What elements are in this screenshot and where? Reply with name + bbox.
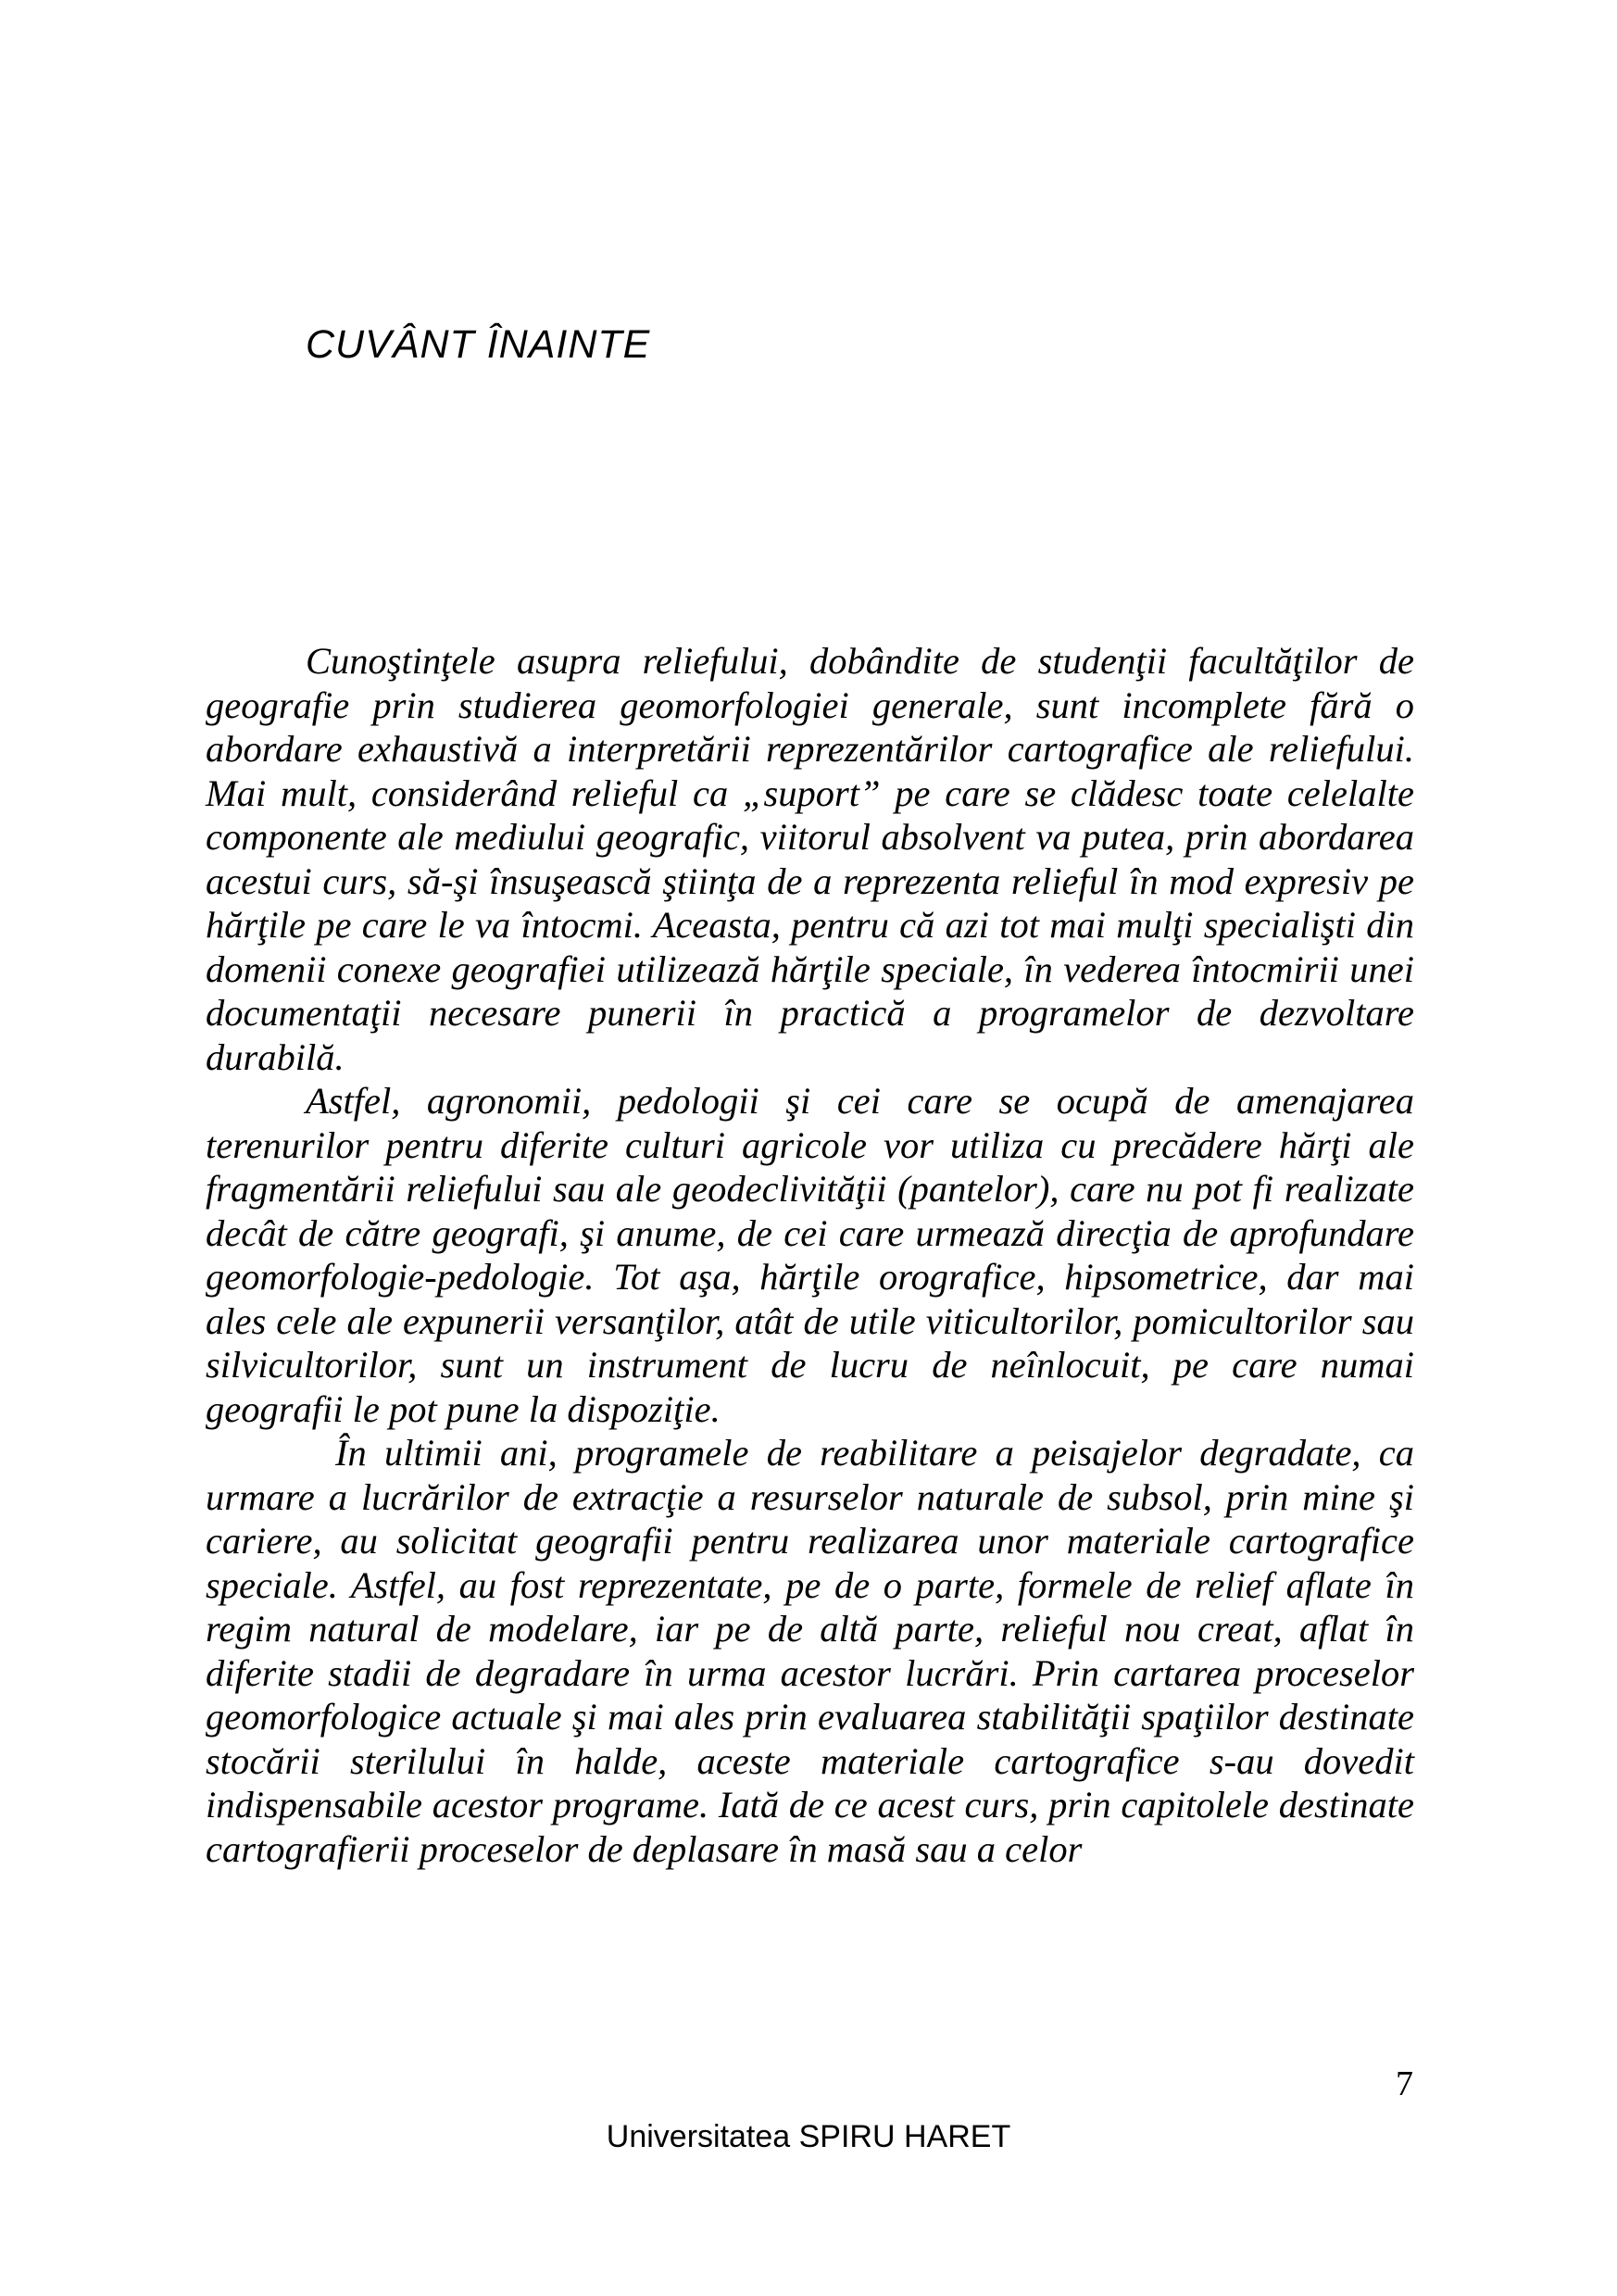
page-number: 7 [1396,2064,1413,2103]
body-text [206,639,1414,1871]
paragraph-2: Astfel, agronomii, pedologii şi cei care se ocupă de amenajarea terenurilor pentru diferite culturi agricole vor utiliza cu precădere hărţi ale fragmentării reliefului sau ale geodeclivităţii (pantelor), care nu pot fi realizate decât de către geografi, şi anume, de cei care urmează direcţia de aprofundare geomorfologie-pedologie. Tot aşa, hărţile orografice, hipsometrice, dar mai ales cele ale expunerii versanţilor, atât de utile viticultorilor, pomicultorilor sau silvicultorilor, sunt un instrument de lucru de neînlocuit, pe care numai geografii le pot pune la dispoziţie. [206,1080,1414,1430]
page-title: CUVÂNT ÎNAINTE [306,322,651,367]
paragraph-3: În ultimii ani, programele de reabilitare a peisajelor degradate, ca urmare a lucrărilor de extracţie a resurselor naturale de subsol, prin mine şi cariere, au solicitat geografii pentru realizarea unor materiale cartografice speciale. Astfel, au fost reprezentate, pe de o parte, formele de relief aflate în regim natural de modelare, iar pe de altă parte, relieful nou creat, aflat în diferite stadii de degradare în urma acestor lucrări. Prin cartarea proceselor geomorfologice actuale şi mai ales prin evaluarea stabilităţii spaţiilor destinate stocării sterilului în halde, aceste materiale cartografice s-au dovedit indispensabile acestor programe. Iată de ce acest curs, prin capitolele destinate cartografierii proceselor de deplasare în masă sau a celor [206,1432,1414,1870]
footer-publisher: Universitatea SPIRU HARET [606,2119,1011,2154]
paragraph-1: Cunoştinţele asupra reliefului, dobândite de studenţii facultăţilor de geografie prin studierea geomorfologiei generale, sunt incomplete fără o abordare exhaustivă a interpretării reprezentărilor cartografice ale reliefului. Mai mult, considerând relieful ca „suport” pe care se clădesc toate celelalte componente ale mediului geografic, viitorul absolvent va putea, prin abordarea acestui curs, să-şi însuşească ştiinţa de a reprezenta relieful în mod expresiv pe hărţile pe care le va întocmi. Aceasta, pentru că azi tot mai mulţi specialişti din domenii conexe geografiei utilizează hărţile speciale, în vederea întocmirii unei documentaţii necesare punerii în practică a programelor de dezvoltare durabilă. [206,640,1414,1078]
